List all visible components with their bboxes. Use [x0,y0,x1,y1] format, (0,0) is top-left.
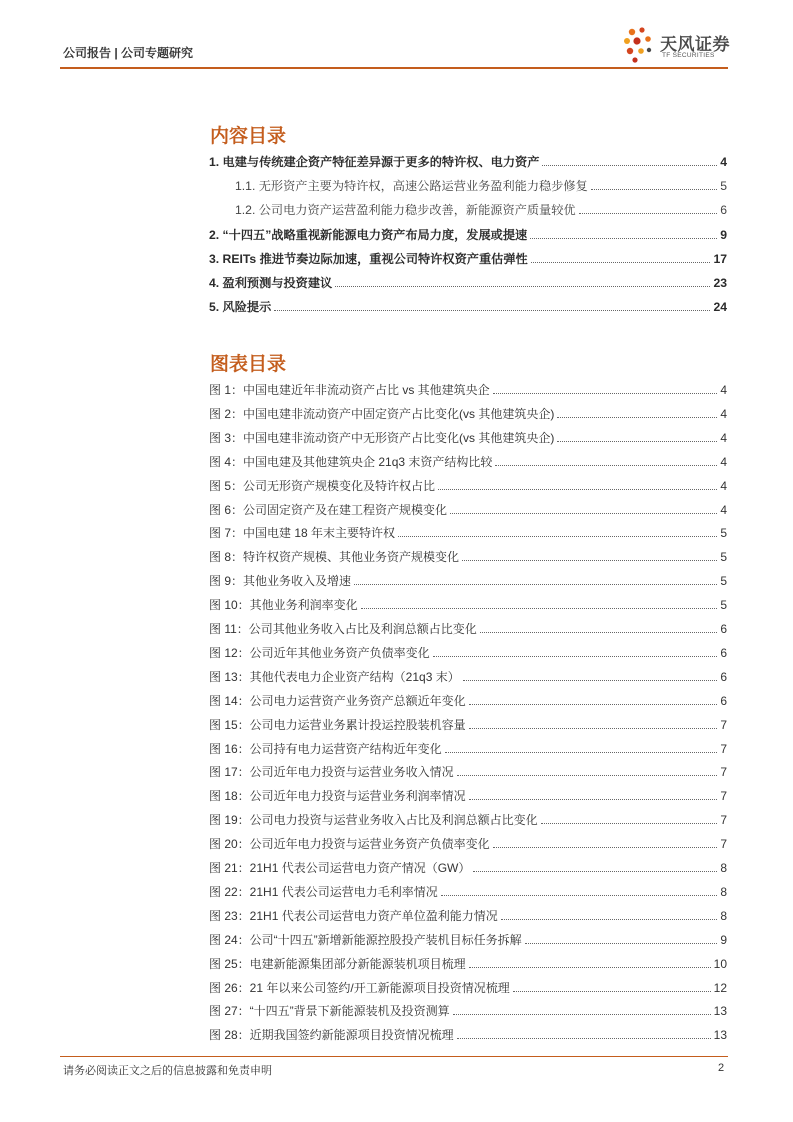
dot-leader [398,536,717,537]
figure-entry-page: 8 [720,861,727,875]
figure-entry-text: 图 17：公司近年电力投资与运营业务收入情况 [209,765,454,780]
dot-leader [438,489,717,490]
figure-entry-text: 图 10：其他业务利润率变化 [209,598,358,613]
toc-entry-page: 4 [720,155,727,169]
dot-leader [591,189,717,190]
figure-entry-text: 图 24：公司“十四五”新增新能源控股投产装机目标任务拆解 [209,932,522,947]
figure-entry[interactable] [209,404,727,422]
figure-entry-page: 4 [720,383,727,397]
brand-subtitle: TF SECURITIES [662,52,715,59]
toc-entry-text: 1. 电建与传统建企资产特征差异源于更多的特许权、电力资产 [209,155,540,169]
dot-leader [525,943,718,944]
toc-entry-page: 9 [720,228,727,242]
figure-entry[interactable] [209,1001,727,1019]
figure-entry-page: 13 [713,1004,727,1019]
toc-entry[interactable] [209,273,727,291]
figure-entry-text: 图 28：近期我国签约新能源项目投资情况梳理 [209,1028,454,1043]
figure-entry[interactable] [209,476,727,494]
toc-entry-page: 23 [713,276,727,290]
figure-entry-page: 5 [720,598,727,613]
footer-divider [60,1056,728,1057]
brand-logo [622,26,732,66]
figure-entry[interactable] [209,595,727,613]
figure-entry[interactable] [209,547,727,565]
figure-entry[interactable] [209,452,727,470]
figure-entry-text: 图 18：公司近年电力投资与运营业务利润率情况 [209,789,466,804]
figure-entry-text: 图 11：公司其他业务收入占比及利润总额占比变化 [209,622,477,636]
figure-entry-text: 图 6：公司固定资产及在建工程资产规模变化 [209,502,448,517]
dot-leader [542,165,717,166]
figure-entry-text: 图 9：其他业务收入及增速 [209,574,352,589]
figure-entry-text: 图 7：中国电建 18 年末主要特许权 [209,526,396,541]
dot-leader [335,286,710,287]
figure-entry[interactable] [209,834,727,852]
toc-entry-page: 17 [713,252,727,266]
figure-entry-page: 4 [720,478,727,493]
figure-entry[interactable] [209,930,727,948]
dot-leader [557,417,717,418]
toc-entry-text: 4. 盈利预测与投资建议 [209,276,333,290]
figure-entry[interactable] [209,380,727,398]
dot-leader [469,728,718,729]
figure-entry-page: 6 [720,669,727,684]
figure-entry-text: 图 2：中国电建非流动资产中固定资产占比变化(vs 其他建筑央企) [209,406,555,421]
figure-entry-text: 图 12：公司近年其他业务资产负债率变化 [209,645,430,660]
dot-leader [530,238,717,239]
figure-entry-page: 4 [720,454,727,469]
dot-leader [441,895,718,896]
dot-leader [453,1014,711,1015]
figure-entry-page: 7 [720,717,727,732]
figure-entry[interactable] [209,571,727,589]
figure-entry[interactable] [209,978,727,996]
figure-entry[interactable] [209,1025,727,1043]
figure-entry-page: 7 [720,813,727,828]
figure-entry-text: 图 13：其他代表电力企业资产结构（21q3 末） [209,669,460,684]
dot-leader [493,847,718,848]
dot-leader [579,213,718,214]
figure-entry-page: 5 [720,550,727,565]
figure-entry[interactable] [209,954,727,972]
toc-entry[interactable] [209,225,727,243]
dot-leader [541,823,718,824]
toc-entry-text: 2. “十四五”战略重视新能源电力资产布局力度，发展或提速 [209,228,528,242]
toc-entry-text: 1.1. 无形资产主要为特许权，高速公路运营业务盈利能力稳步修复 [235,179,588,193]
toc-entry-page: 6 [720,203,727,217]
figure-entry-text: 图 15：公司电力运营业务累计投运控股装机容量 [209,717,466,732]
figure-entry-page: 9 [720,932,727,947]
figure-entry[interactable] [209,715,727,733]
toc-entry-page: 24 [713,300,727,314]
figure-entry-text: 图 14：公司电力运营资产业务资产总额近年变化 [209,693,466,708]
dot-leader [469,704,718,705]
dot-leader [469,799,718,800]
figure-entry[interactable] [209,500,727,518]
figure-entry-page: 10 [713,956,727,971]
toc-entry[interactable] [209,249,727,267]
figure-entry[interactable] [209,523,727,541]
figure-entry-page: 6 [720,693,727,708]
dot-leader [469,967,711,968]
figure-entry-page: 7 [720,765,727,780]
dot-leader [557,441,717,442]
figure-entry-page: 8 [720,884,727,899]
figure-entry[interactable] [209,691,727,709]
figure-entry-text: 图 8：特许权资产规模、其他业务资产规模变化 [209,550,460,565]
dot-leader [457,1038,711,1039]
figure-entry-page: 7 [720,741,727,756]
figure-entry-text: 图 23：21H1 代表公司运营电力资产单位盈利能力情况 [209,908,498,923]
figure-entry-page: 4 [720,502,727,517]
figure-entry-page: 8 [720,908,727,923]
dot-leader [457,775,718,776]
figure-entry[interactable] [209,667,727,685]
toc-entry[interactable] [209,176,727,194]
figure-entry-page: 5 [720,526,727,541]
figure-entry[interactable] [209,810,727,828]
brand-mark-icon [622,26,658,66]
figure-entry[interactable] [209,882,727,900]
dot-leader [513,991,711,992]
figure-entry-page: 12 [713,980,727,995]
figure-entry-text: 图 21：21H1 代表公司运营电力资产情况（GW） [209,861,471,875]
dot-leader [462,560,717,561]
figure-entry-page: 4 [720,406,727,421]
report-category: 公司报告 | 公司专题研究 [63,46,194,60]
figure-entry[interactable] [209,739,727,757]
toc-entry[interactable] [209,297,727,315]
figure-entry[interactable] [209,858,727,876]
dot-leader [361,608,718,609]
figure-entry-text: 图 19：公司电力投资与运营业务收入占比及利润总额占比变化 [209,813,538,828]
figure-entry[interactable] [209,762,727,780]
dot-leader [445,752,718,753]
figure-entry-page: 6 [720,645,727,660]
dot-leader [531,262,711,263]
figures-title: 图表目录 [210,354,287,375]
figure-entry-text: 图 3：中国电建非流动资产中无形资产占比变化(vs 其他建筑央企) [209,430,555,445]
dot-leader [433,656,718,657]
toc-entry[interactable] [209,152,727,170]
figure-entry[interactable] [209,428,727,446]
figure-entry[interactable] [209,906,727,924]
toc-entry-text: 1.2. 公司电力资产运营盈利能力稳步改善，新能源资产质量较优 [235,203,576,217]
figure-entry-page: 13 [713,1028,727,1043]
toc-entry-text: 5. 风险提示 [209,300,272,314]
figure-entry-page: 7 [720,789,727,804]
figure-entry-page: 6 [720,622,727,636]
dot-leader [473,871,717,872]
page-number: 2 [718,1062,725,1074]
dot-leader [463,680,718,681]
dot-leader [274,310,710,311]
dot-leader [501,919,718,920]
footer-disclaimer: 请务必阅读正文之后的信息披露和免责申明 [63,1065,272,1077]
figure-entry-text: 图 4：中国电建及其他建筑央企 21q3 末资产结构比较 [209,454,493,469]
dot-leader [480,632,718,633]
brand-name: 天风证券 [660,35,730,54]
figure-entry[interactable] [209,619,727,637]
figure-entry-text: 图 20：公司近年电力投资与运营业务资产负债率变化 [209,837,490,852]
dot-leader [493,393,718,394]
figure-entry-text: 图 16：公司持有电力运营资产结构近年变化 [209,741,442,756]
toc-entry-text: 3. REITs 推进节奏边际加速，重视公司特许权资产重估弹性 [209,252,528,266]
toc-title: 内容目录 [210,126,287,147]
figure-entry[interactable] [209,786,727,804]
toc-entry-page: 5 [720,179,727,193]
toc-entry[interactable] [209,200,727,218]
figure-entry-page: 5 [720,574,727,589]
figure-entry-text: 图 25：电建新能源集团部分新能源装机项目梳理 [209,956,466,971]
figure-entry-text: 图 22：21H1 代表公司运营电力毛利率情况 [209,884,438,899]
figure-entry-page: 4 [720,430,727,445]
dot-leader [354,584,717,585]
figure-entry-text: 图 5：公司无形资产规模变化及特许权占比 [209,478,436,493]
figure-entry-text: 图 27：“十四五”背景下新能源装机及投资测算 [209,1004,450,1019]
dot-leader [495,465,717,466]
figure-entry-text: 图 26：21 年以来公司签约/开工新能源项目投资情况梳理 [209,980,510,995]
figure-entry-text: 图 1：中国电建近年非流动资产占比 vs 其他建筑央企 [209,383,490,397]
figure-entry-page: 7 [720,837,727,852]
header-divider [60,67,728,69]
figure-entry[interactable] [209,643,727,661]
dot-leader [450,513,717,514]
